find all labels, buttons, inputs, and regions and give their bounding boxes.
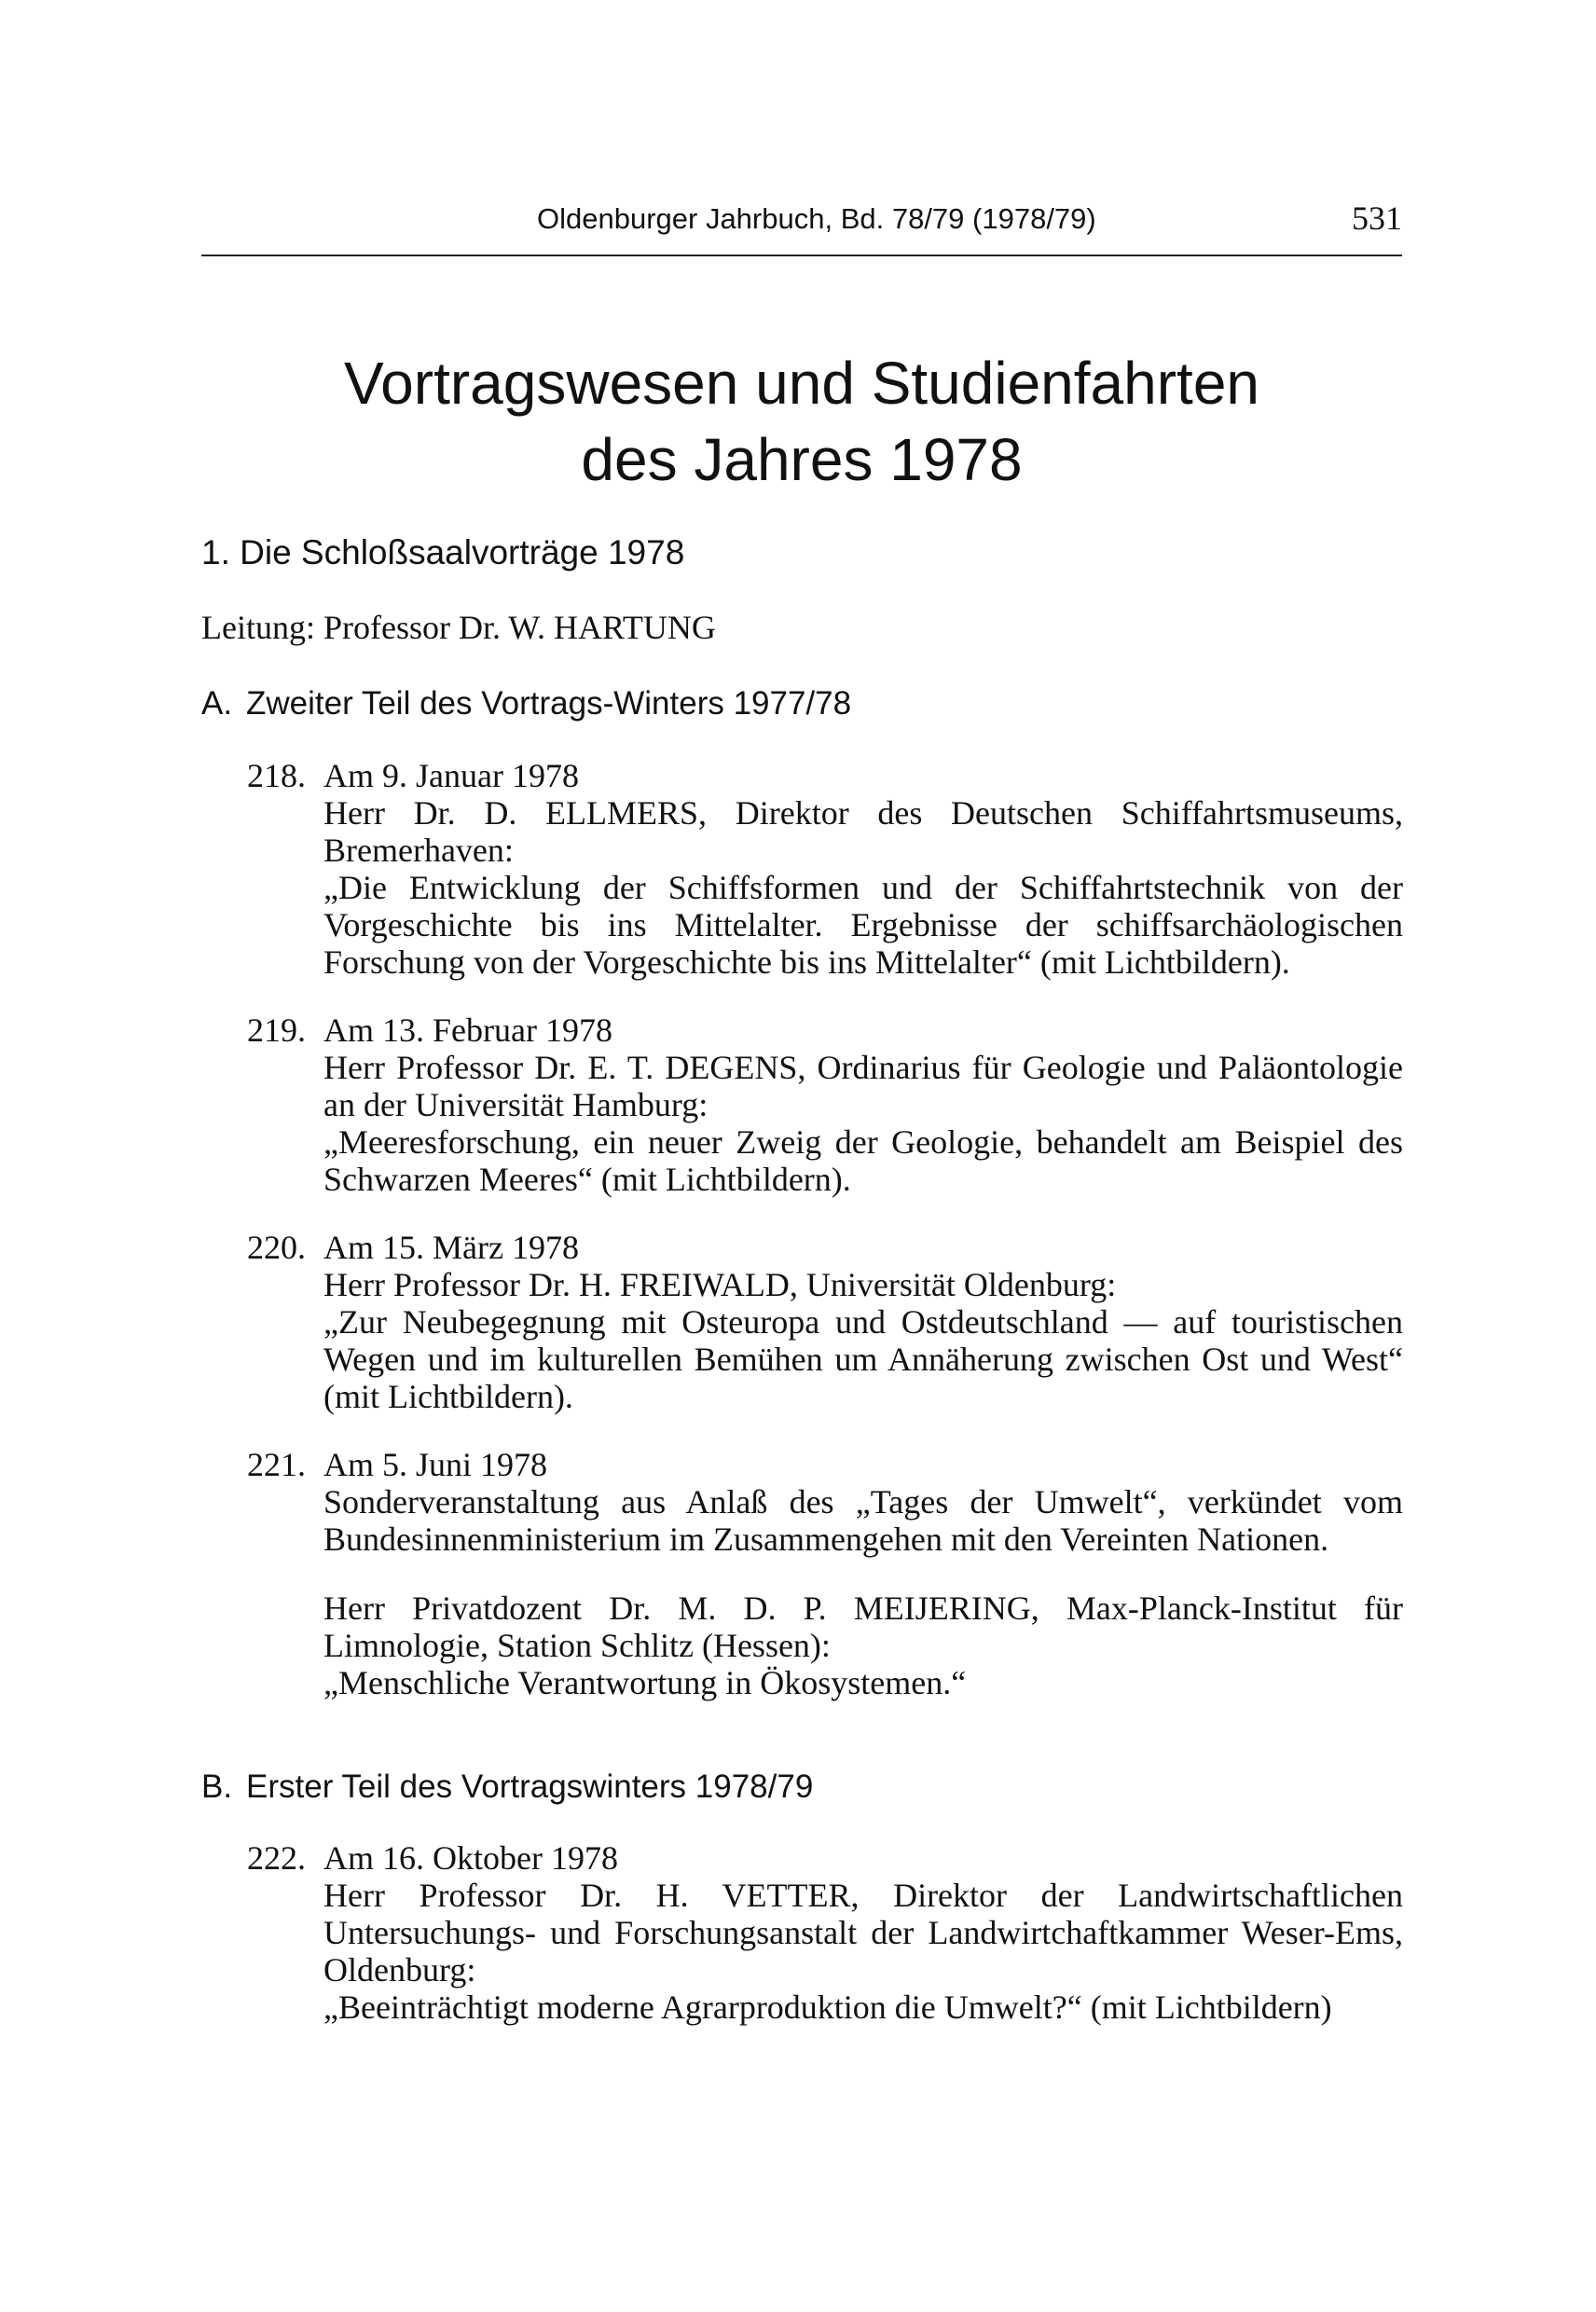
page-number: 531 — [1352, 200, 1402, 237]
entry-number: 221. — [247, 1446, 306, 1483]
entry-talk: „Meeresforschung, ein neuer Zweig der Geologie, behandelt am Beispiel des Schwarzen Meeres“ (mit Lichtbildern). — [323, 1123, 1403, 1198]
entry-speaker: Herr Professor Dr. H. FREIWALD, Universität Oldenburg: — [323, 1266, 1117, 1303]
entry-date: Am 9. Januar 1978 — [323, 757, 579, 794]
entry-speaker: Herr Dr. D. ELLMERS, Direktor des Deutschen Schiffahrtsmuseums, Bremerhaven: — [323, 794, 1403, 869]
entry-talk: „Die Entwicklung der Schiffsformen und der Schiffahrtstechnik von der Vorgeschichte bis ins Mittelalter. Ergebnisse der schiffsarchäologischen Forschung von der Vorgeschichte bis ins Mittelalter“ (mit Lichtbildern). — [323, 869, 1403, 981]
part-b-heading — [201, 1768, 813, 1806]
entry-date: Am 15. März 1978 — [323, 1229, 579, 1266]
lecture-entry — [247, 1839, 1403, 2026]
entry-number: 222. — [247, 1839, 306, 1877]
part-a-letter: A. — [201, 685, 233, 722]
entry-number: 219. — [247, 1012, 306, 1049]
entry-date: Am 13. Februar 1978 — [323, 1012, 612, 1049]
entry-speaker: Herr Privatdozent Dr. M. D. P. MEIJERING, Max-Planck-Institut für Limnologie, Station Schlitz (Hessen): — [323, 1590, 1403, 1664]
lecture-entry — [247, 757, 1403, 981]
running-title: Oldenburger Jahrbuch, Bd. 78/79 (1978/79) — [537, 202, 1096, 235]
leitung-line: Leitung: Professor Dr. W. HARTUNG — [201, 609, 716, 646]
lecture-entry — [247, 1229, 1403, 1415]
entry-body — [323, 1446, 1403, 1701]
entry-talk: „Beeinträchtigt moderne Agrarproduktion die Umwelt?“ (mit Lichtbildern) — [323, 1989, 1332, 2026]
entry-body — [323, 1012, 1403, 1198]
entry-date: Am 16. Oktober 1978 — [323, 1839, 618, 1877]
entry-body — [323, 757, 1403, 981]
entry-body — [323, 1229, 1403, 1415]
title-line-1: Vortragswesen und Studienfahrten — [344, 350, 1259, 417]
entry-speaker: Herr Professor Dr. E. T. DEGENS, Ordinarius für Geologie und Paläontologie an der Universität Hamburg: — [323, 1049, 1403, 1123]
part-a-title: Zweiter Teil des Vortrags-Winters 1977/78 — [246, 685, 852, 722]
lecture-entry — [247, 1012, 1403, 1198]
entry-body — [323, 1839, 1403, 2026]
entry-event: Sonderveranstaltung aus Anlaß des „Tages der Umwelt“, verkündet vom Bundesinnenministerium im Zusammengehen mit den Vereinten Nationen. — [323, 1483, 1403, 1558]
entry-speaker: Herr Professor Dr. H. VETTER, Direktor der Landwirtschaftlichen Untersuchungs- und Forschungsanstalt der Landwirtchaftkammer Weser-Ems, Oldenburg: — [323, 1877, 1403, 1989]
part-b-letter: B. — [201, 1768, 233, 1805]
page-title — [201, 345, 1402, 498]
header-rule — [201, 255, 1402, 256]
part-a-heading — [201, 685, 851, 722]
lecture-entry — [247, 1446, 1403, 1701]
entry-spacer — [323, 1558, 1403, 1590]
entry-date: Am 5. Juni 1978 — [323, 1446, 548, 1483]
part-b-title: Erster Teil des Vortragswinters 1978/79 — [246, 1768, 814, 1805]
title-line-2: des Jahres 1978 — [581, 426, 1023, 493]
section-heading: 1. Die Schloßsaalvorträge 1978 — [201, 533, 685, 571]
entry-number: 220. — [247, 1229, 306, 1266]
entry-talk: „Zur Neubegegnung mit Osteuropa und Ostdeutschland — auf touristischen Wegen und im kulturellen Bemühen um Annäherung zwischen Ost und West“ (mit Lichtbildern). — [323, 1303, 1403, 1415]
entry-talk: „Menschliche Verantwortung in Ökosystemen.“ — [323, 1664, 967, 1701]
running-head — [201, 189, 1402, 245]
entry-number: 218. — [247, 757, 306, 794]
